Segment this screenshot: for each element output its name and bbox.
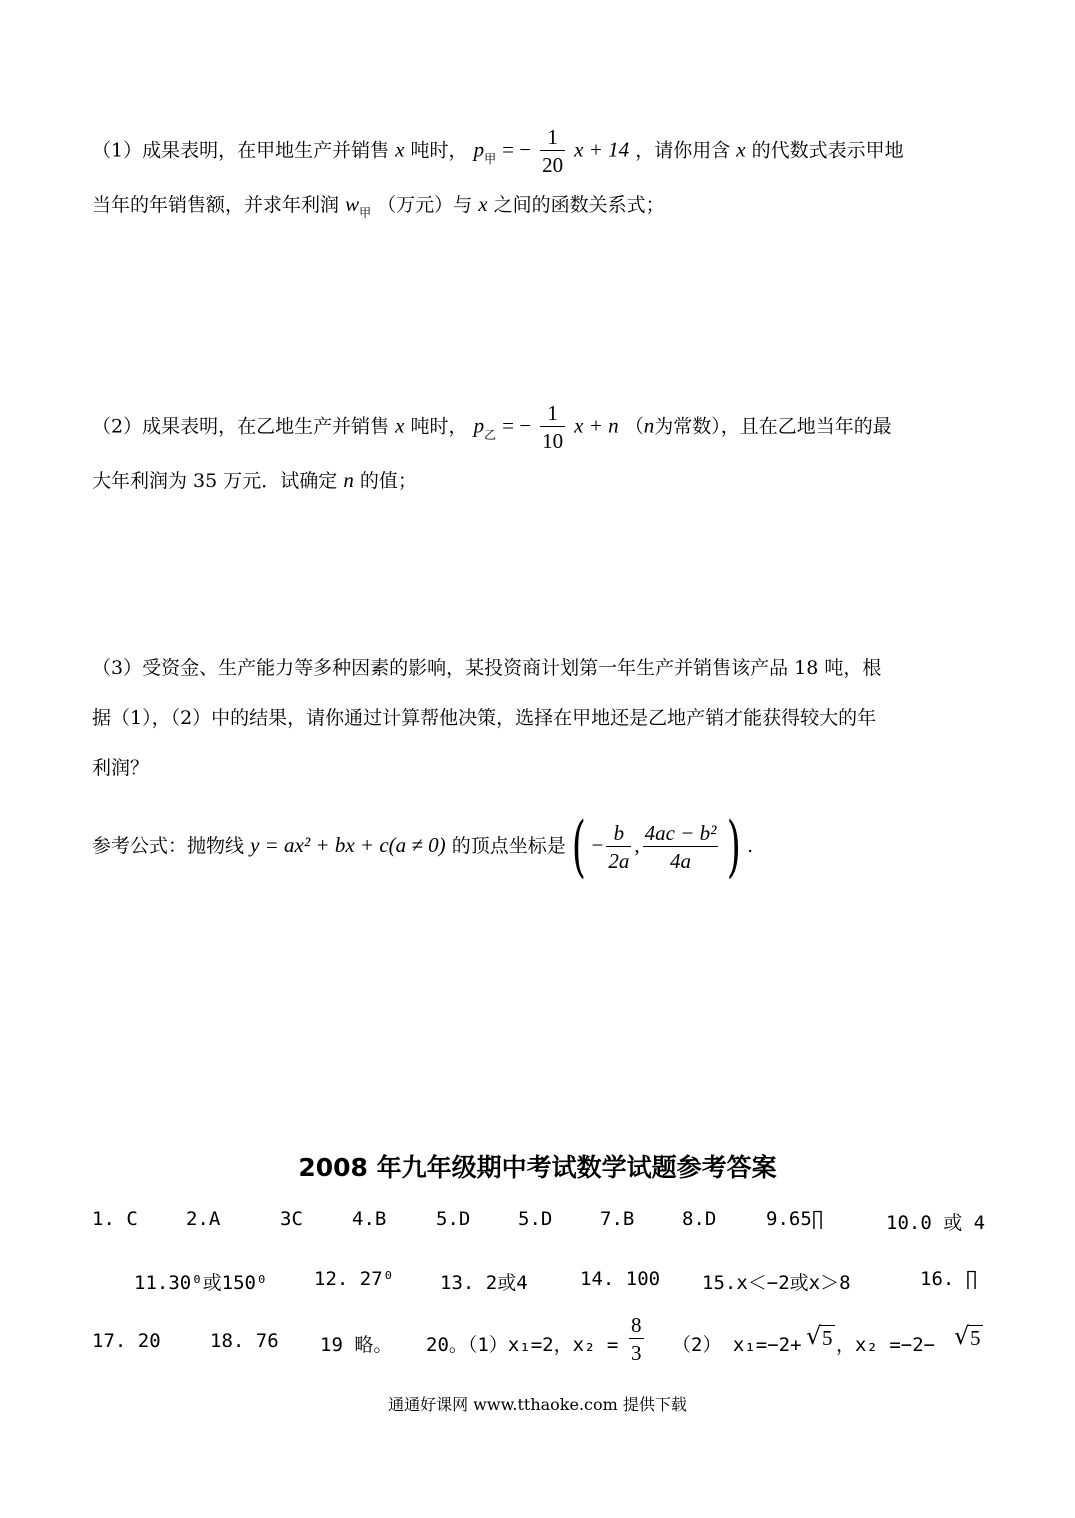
answer-item: ，x₂ =−2− — [836, 1334, 936, 1356]
reference-formula — [92, 808, 754, 885]
comma: , — [634, 833, 640, 857]
q2-mid: 吨时， — [410, 415, 468, 438]
var-n: n — [343, 468, 354, 492]
var-n: n — [643, 413, 655, 438]
parabola-equation: y = ax² + bx + c(a ≠ 0) — [250, 833, 446, 857]
q2-prefix: （2）成果表明，在乙地生产并销售 — [92, 415, 390, 438]
q2-line1 — [92, 400, 892, 455]
left-paren: ( — [571, 808, 586, 885]
answer-item: 1. C — [92, 1208, 138, 1230]
fraction-1-10: $\frac{1}{10}$ — [542, 401, 564, 453]
var-p: p — [473, 413, 485, 438]
q1-mid: 吨时， — [410, 139, 468, 162]
answer-item: （2） x₁=−2+ — [672, 1334, 802, 1356]
answer-item: 16. ∏ — [920, 1268, 978, 1290]
answer-item: 15.x＜−2或x＞8 — [702, 1272, 851, 1294]
q2-line2a: 大年利润为 35 万元．试确定 — [92, 470, 338, 492]
answer-item: 18. 76 — [210, 1330, 279, 1352]
answer-item: 13. 2或4 — [440, 1272, 528, 1294]
q1-line2c: 之间的函数关系式； — [493, 194, 665, 216]
answer-item: 11.30⁰或150⁰ — [134, 1272, 268, 1294]
equals-minus: = − — [502, 137, 532, 162]
formula-label: 参考公式：抛物线 — [92, 835, 245, 857]
q1-rhs: x + 14 — [574, 137, 630, 162]
fraction-4ac: $\frac{\text{4ac − b²}}{4a}$ — [644, 820, 717, 873]
answer-item: 10.0 或 4 — [886, 1212, 986, 1234]
var-w: w — [345, 192, 360, 216]
period: . — [747, 835, 754, 857]
footer-credit: 通通好课网 www.tthaoke.com 提供下载 — [388, 1395, 687, 1414]
answer-item: 9.65∏ — [766, 1208, 824, 1230]
var-x: x — [395, 137, 405, 162]
q1-line1 — [92, 124, 904, 179]
fraction-b-2a: $\frac{b}{2a}$ — [608, 820, 630, 873]
equals-minus: = − — [502, 413, 532, 438]
answers-title: 2008 年九年级期中考试数学试题参考答案 — [298, 1153, 777, 1182]
answer-item: 5.D — [436, 1208, 471, 1230]
answer-item: 4.B — [352, 1208, 387, 1230]
q1-line2 — [92, 190, 665, 221]
answer-item: 20。（1）x₁=2，x₂ = — [426, 1334, 619, 1356]
right-paren: ) — [727, 808, 742, 885]
q2-rhs: x + n — [574, 413, 619, 438]
q1-prefix: （1）成果表明，在甲地生产并销售 — [92, 139, 390, 162]
q2-line2 — [92, 466, 417, 495]
minus-sign: − — [591, 833, 604, 857]
q3-line3: 利润？ — [92, 757, 150, 779]
w-subscript: 甲 — [359, 206, 372, 220]
var-x: x — [395, 413, 405, 438]
q1-suffix2: 的代数式表示甲地 — [751, 139, 904, 162]
answer-item: 3C — [280, 1208, 303, 1230]
q2-suffix2: 为常数），且在乙地当年的最 — [654, 415, 892, 438]
answer-item: 2.A — [186, 1208, 221, 1230]
sqrt-5: √ 5 — [808, 1326, 835, 1351]
answer-item: 19 略。 — [320, 1334, 393, 1356]
fraction-1-20: $\frac{1}{20}$ — [542, 125, 564, 177]
p-subscript: 乙 — [484, 427, 497, 442]
answer-item: 17. 20 — [92, 1330, 161, 1352]
q1-suffix1: ，请你用含 — [635, 139, 731, 162]
q3-line2: 据（1），（2）中的结果，请你通过计算帮他决策，选择在甲地还是乙地产销才能获得较大的年 — [92, 707, 877, 729]
formula-mid: 的顶点坐标是 — [451, 835, 566, 857]
answer-item: 7.B — [600, 1208, 635, 1230]
sqrt-5: √ 5 — [956, 1326, 983, 1351]
var-x: x — [478, 192, 488, 216]
answer-item: 12. 27⁰ — [314, 1268, 395, 1290]
fraction-8-3: $\frac{8}{3}$ — [631, 1313, 642, 1365]
answer-item: 8.D — [682, 1208, 717, 1230]
answer-item: 14. 100 — [580, 1268, 661, 1290]
q2-suffix1: （ — [624, 415, 644, 438]
q1-line2b: （万元）与 — [377, 194, 473, 216]
q1-line2a: 当年的年销售额，并求年利润 — [92, 194, 340, 216]
var-p: p — [473, 137, 485, 162]
q2-line2b: 的值； — [359, 470, 417, 492]
var-x: x — [736, 137, 746, 162]
q3-line1: （3）受资金、生产能力等多种因素的影响，某投资商计划第一年生产并销售该产品 18 吨，根 — [92, 657, 882, 679]
answer-item: 5.D — [518, 1208, 553, 1230]
p-subscript: 甲 — [484, 151, 497, 166]
